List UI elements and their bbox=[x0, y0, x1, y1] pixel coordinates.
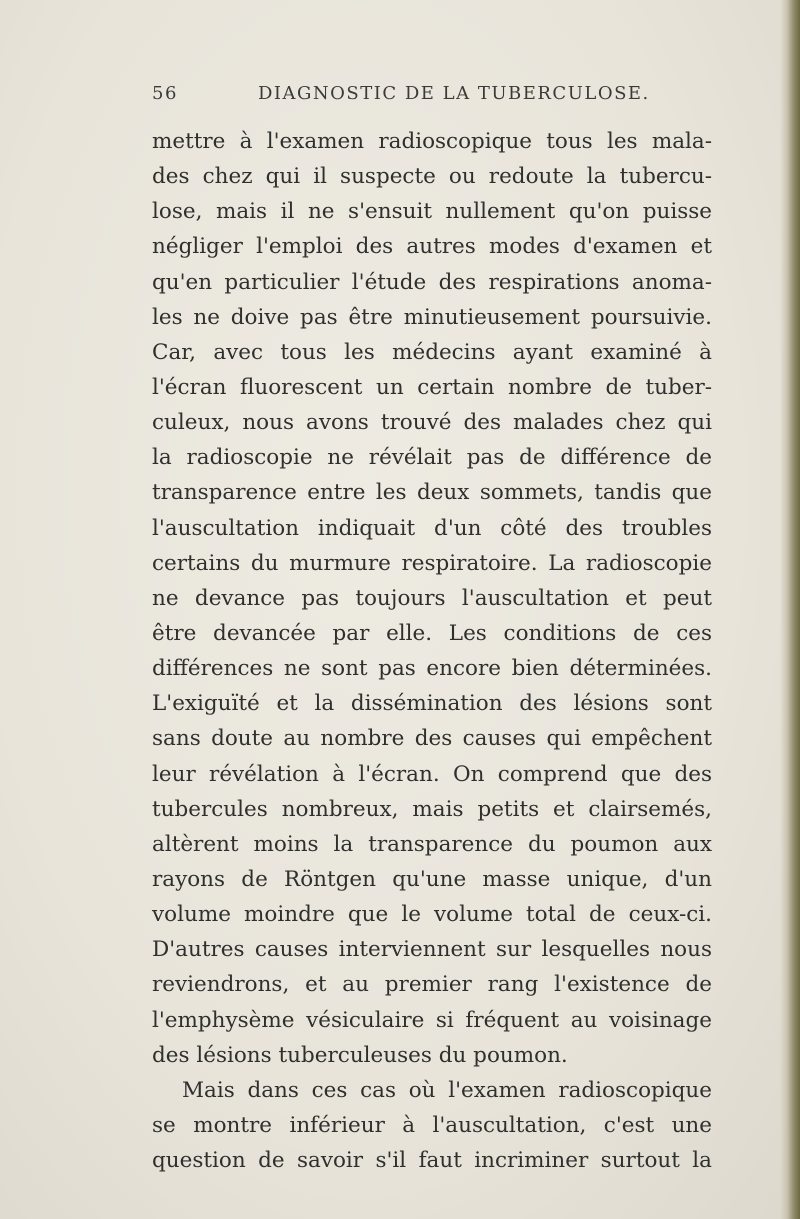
text-line: volume moindre que le volume total de ceux-ci. bbox=[152, 902, 712, 928]
text-line: différences ne sont pas encore bien déterminées. bbox=[152, 656, 712, 682]
text-line: négliger l'emploi des autres modes d'examen et bbox=[152, 234, 712, 260]
text-line: qu'en particulier l'étude des respirations anoma- bbox=[152, 269, 712, 295]
text-line: mettre à l'examen radioscopique tous les mala- bbox=[152, 129, 712, 154]
page-edge-shadow bbox=[780, 0, 800, 1219]
text-line: altèrent moins la transparence du poumon aux bbox=[152, 831, 712, 857]
text-line: Car, avec tous les médecins ayant examiné à bbox=[152, 339, 712, 365]
running-header bbox=[152, 83, 712, 111]
text-line: leur révélation à l'écran. On comprend que des bbox=[152, 761, 712, 787]
text-line: Mais dans ces cas où l'examen radioscopique bbox=[182, 1077, 712, 1103]
text-line: reviendrons, et au premier rang l'existence de bbox=[152, 972, 712, 998]
text-line: culeux, nous avons trouvé des malades chez qui bbox=[152, 410, 712, 436]
running-title: DIAGNOSTIC DE LA TUBERCULOSE. bbox=[258, 83, 650, 104]
text-line: l'écran fluorescent un certain nombre de tuber- bbox=[152, 374, 712, 400]
text-line: la radioscopie ne révélait pas de différence de bbox=[152, 445, 712, 471]
text-line: lose, mais il ne s'ensuit nullement qu'on puisse bbox=[152, 199, 712, 225]
text-line: transparence entre les deux sommets, tandis que bbox=[152, 480, 712, 506]
text-line: sans doute au nombre des causes qui empêchent bbox=[152, 726, 712, 752]
text-line: rayons de Röntgen qu'une masse unique, d'un bbox=[152, 866, 712, 892]
page-number: 56 bbox=[152, 83, 178, 104]
text-line: les ne doive pas être minutieusement poursuivie. bbox=[152, 304, 712, 330]
body-text bbox=[152, 124, 712, 1178]
text-line: être devancée par elle. Les conditions de ces bbox=[152, 620, 712, 646]
text-line: se montre inférieur à l'auscultation, c'est une bbox=[152, 1112, 712, 1138]
text-line: certains du murmure respiratoire. La radioscopie bbox=[152, 550, 712, 576]
text-line: ne devance pas toujours l'auscultation et peut bbox=[152, 585, 712, 611]
text-line: l'emphysème vésiculaire si fréquent au voisinage bbox=[152, 1007, 712, 1033]
text-line: des chez qui il suspecte ou redoute la tubercu- bbox=[152, 164, 712, 190]
text-line: tubercules nombreux, mais petits et clairsemés, bbox=[152, 796, 712, 822]
text-line: question de savoir s'il faut incriminer surtout la bbox=[152, 1148, 712, 1174]
text-line: D'autres causes interviennent sur lesquelles nous bbox=[152, 937, 712, 963]
text-line: l'auscultation indiquait d'un côté des troubles bbox=[152, 515, 712, 541]
text-line: des lésions tuberculeuses du poumon. bbox=[152, 1042, 568, 1068]
text-line: L'exiguïté et la dissémination des lésions sont bbox=[152, 691, 712, 717]
